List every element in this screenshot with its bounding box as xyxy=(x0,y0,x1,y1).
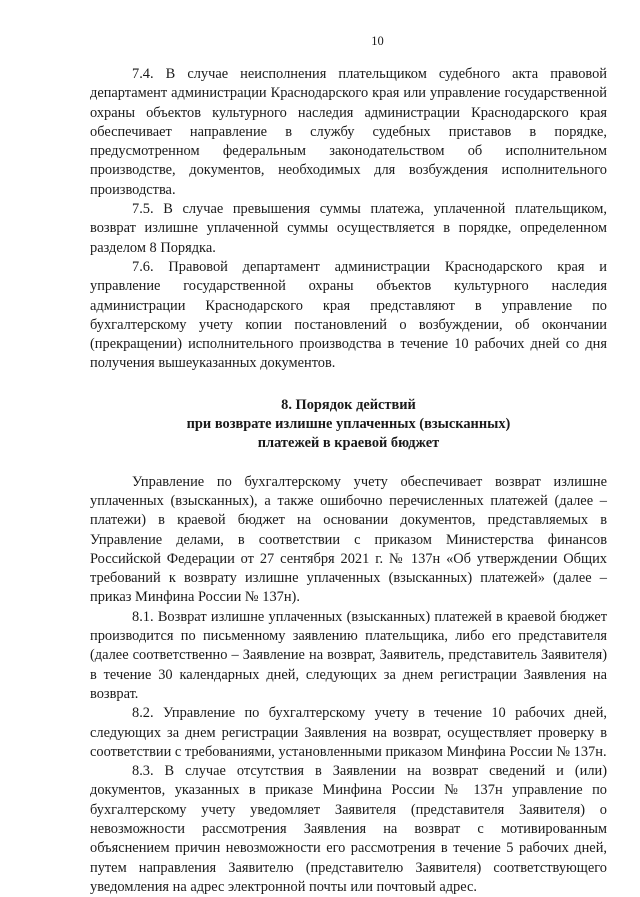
paragraph-8-2: 8.2. Управление по бухгалтерскому учету в течение 10 рабочих дней, следующих за днем регистрации Заявления на возврат, осуществляет проверку в соответствии с требованиями, установленными приказом Минфина России № 137н. xyxy=(90,705,607,760)
paragraph-7-4: 7.4. В случае неисполнения плательщиком судебного акта правовой департамент администрации Краснодарского края или управление государственной охраны объектов культурного наследия администрации Краснодарского края обеспечивает направление в службу судебных приставов в порядке, предусмотренном федеральным законодательством об исполнительном производстве, документов, необходимых для возбуждения исполнительного производства. xyxy=(90,66,607,198)
section-heading-line-3: платежей в краевой бюджет xyxy=(257,435,440,452)
paragraph-8-3: 8.3. В случае отсутствия в Заявлении на возврат сведений и (или) документов, указанных в приказе Минфина России № 137н управление по бухгалтерскому учету уведомляет Заявителя (представителя Заявителя) о невозможности рассмотрения Заявления на возврат с мотивированным объяснением причин невозможности его рассмотрения в течение 5 рабочих дней, путем направления Заявителю (представителю Заявителя) соответствующего уведомления на адрес электронной почты или почтовый адрес. xyxy=(90,763,607,895)
paragraph-8-1: 8.1. Возврат излишне уплаченных (взысканных) платежей в краевой бюджет производится по письменному заявлению плательщика, либо его представителя (далее соответственно – Заявление на возврат, Заявитель, представитель Заявителя) в течение 30 календарных дней, следующих за днем регистрации Заявления на возврат. xyxy=(90,608,607,702)
page-number: 10 xyxy=(371,34,384,48)
section-heading-line-1: 8. Порядок действий xyxy=(281,396,416,413)
section-8-heading xyxy=(90,396,607,454)
paragraph-7-5: 7.5. В случае превышения суммы платежа, уплаченной плательщиком, возврат излишне уплаченной суммы осуществляется в порядке, определенном разделом 8 Порядка. xyxy=(90,201,607,256)
paragraph-7-6: 7.6. Правовой департамент администрации Краснодарского края и управление государственной охраны объектов культурного наследия администрации Краснодарского края представляют в управление по бухгалтерскому учету копии постановлений о возбуждении, об окончании (прекращении) исполнительного производства в течение 10 рабочих дней со дня получения вышеуказанных документов. xyxy=(90,258,607,372)
paragraph-8-intro: Управление по бухгалтерскому учету обеспечивает возврат излишне уплаченных (взысканных), а также ошибочно перечисленных платежей (далее – платежи) в краевой бюджет на основании документов, представляемых в Управление делами, в соответствии с приказом Министерства финансов Российской Федерации от 27 сентября 2021 г. № 137н «Об утверждении Общих требований к возврату излишне уплаченных (взысканных) платежей» (далее – приказ Минфина России № 137н). xyxy=(90,473,607,606)
section-heading-line-2: при возврате излишне уплаченных (взысканных) xyxy=(186,416,511,433)
